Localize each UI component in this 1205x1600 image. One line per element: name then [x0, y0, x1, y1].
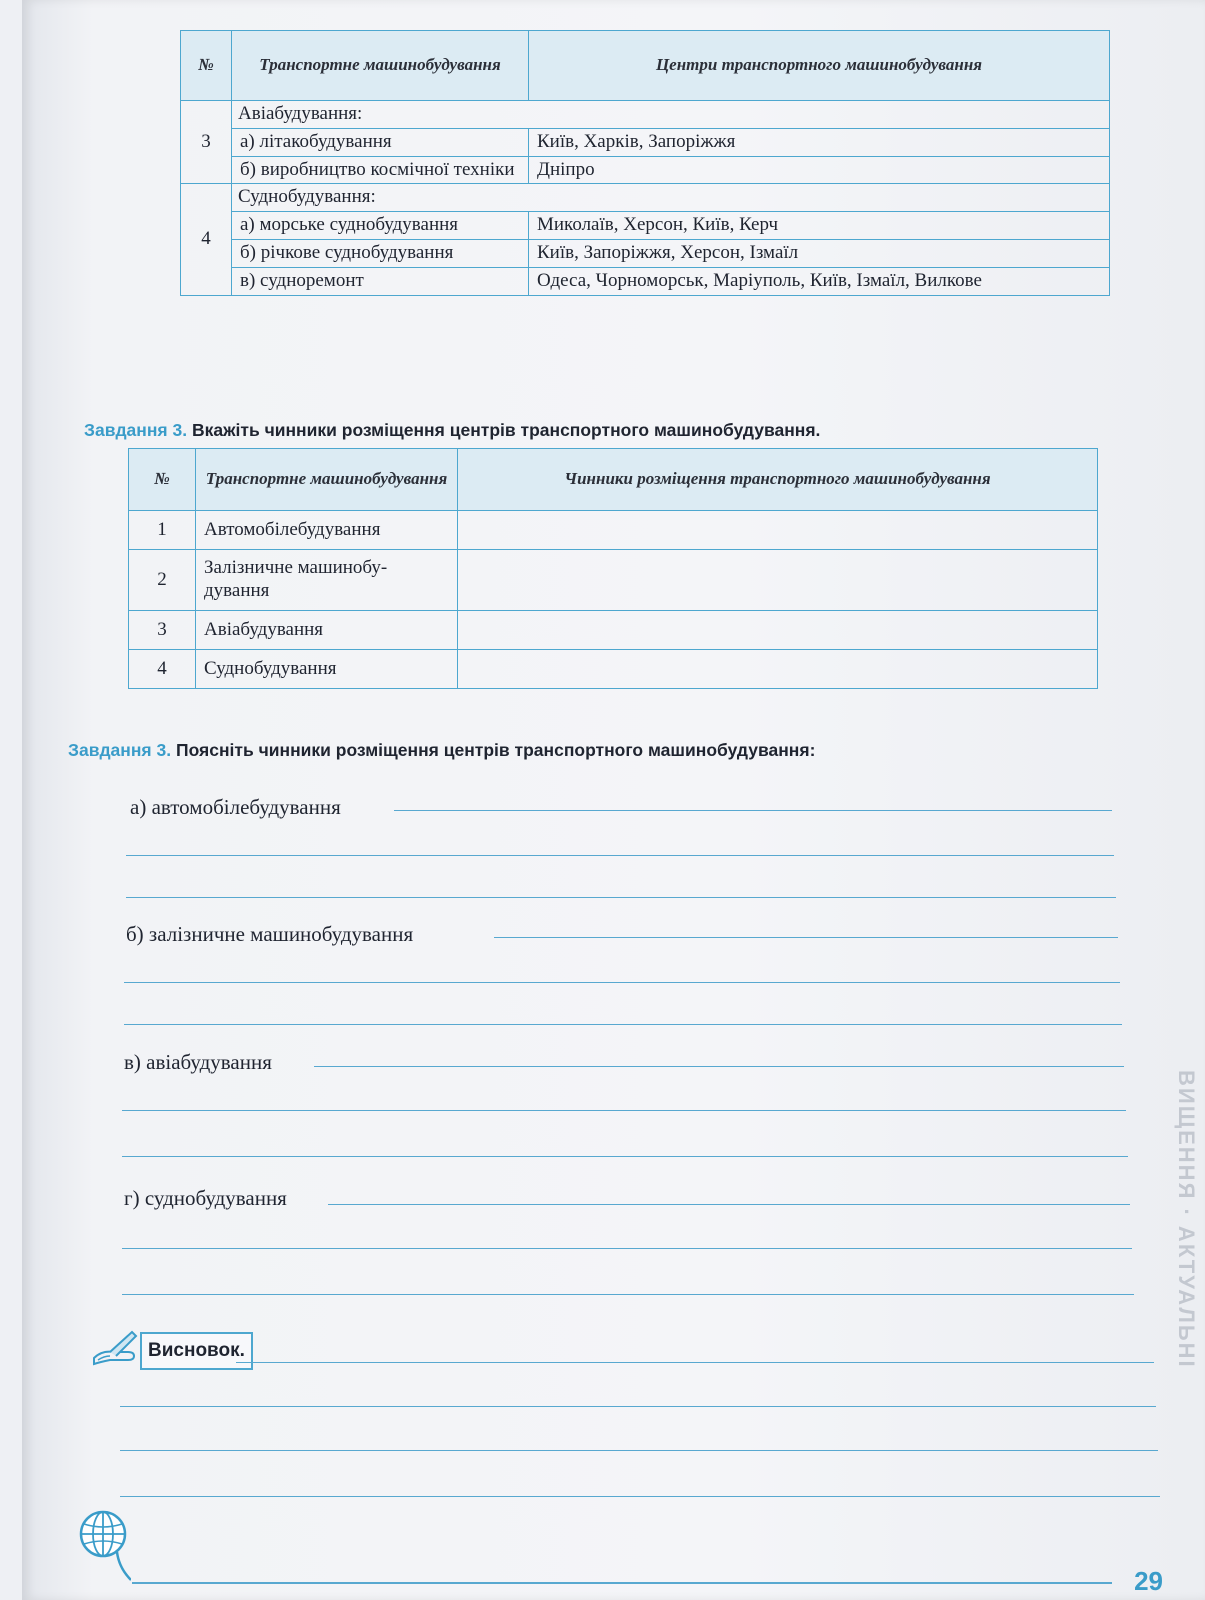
category-cell: Авіабудування: — [232, 101, 1110, 129]
table-row — [181, 267, 1110, 295]
type-cell: а) літакобудування — [232, 128, 529, 156]
type-cell: Залізничне машинобу-дування — [196, 550, 458, 611]
answer-line[interactable] — [328, 1204, 1130, 1205]
type-cell: Автомобілебудування — [196, 511, 458, 550]
col-header-type: Транспортне машинобудування — [232, 31, 529, 101]
row-number: 2 — [129, 550, 196, 611]
centers-cell: Одеса, Чорноморськ, Маріуполь, Київ, Ізмаїл, Вилкове — [529, 267, 1110, 295]
centers-table — [180, 30, 1110, 296]
col-header-no: № — [129, 449, 196, 511]
table-header-row — [129, 449, 1098, 511]
answer-line[interactable] — [124, 1024, 1122, 1025]
type-cell: а) морське суднобудування — [232, 212, 529, 240]
row-number: 3 — [181, 101, 232, 184]
answer-line[interactable] — [122, 1156, 1128, 1157]
answer-line[interactable] — [394, 810, 1112, 811]
col-header-centers: Центри транспортного машинобудування — [529, 31, 1110, 101]
factors-answer-cell[interactable] — [458, 650, 1098, 689]
centers-cell: Київ, Запоріжжя, Херсон, Ізмаїл — [529, 239, 1110, 267]
answer-line[interactable] — [236, 1362, 1154, 1363]
answer-line[interactable] — [122, 1110, 1126, 1111]
pen-hand-icon — [88, 1328, 140, 1373]
factors-table — [128, 448, 1098, 689]
table-header-row — [181, 31, 1110, 101]
table-row — [129, 611, 1098, 650]
task-label: Завдання 3. — [84, 420, 188, 440]
answer-line[interactable] — [120, 1406, 1156, 1407]
answer-line[interactable] — [126, 897, 1116, 898]
globe-icon — [79, 1510, 131, 1595]
centers-cell: Миколаїв, Херсон, Київ, Керч — [529, 212, 1110, 240]
row-number: 4 — [181, 184, 232, 295]
table-row — [181, 101, 1110, 129]
col-header-type: Транспортне машинобудування — [196, 449, 458, 511]
answer-line[interactable] — [120, 1496, 1160, 1497]
factors-answer-cell[interactable] — [458, 511, 1098, 550]
category-cell: Суднобудування: — [232, 184, 1110, 212]
footer-line — [132, 1582, 1112, 1584]
side-watermark: ВИЩЕННЯ · АКТУАЛЬНІ — [1174, 1070, 1199, 1369]
col-header-factors: Чинники розміщення транспортного машинобудування — [458, 449, 1098, 511]
type-cell: Авіабудування — [196, 611, 458, 650]
question-a: а) автомобілебудування — [130, 795, 341, 819]
question-v: в) авіабудування — [124, 1050, 272, 1074]
answer-line[interactable] — [122, 1294, 1134, 1295]
table-row — [181, 239, 1110, 267]
row-number: 4 — [129, 650, 196, 689]
table-row — [129, 511, 1098, 550]
answer-line[interactable] — [120, 1450, 1158, 1451]
task-text: Вкажіть чинники розміщення центрів транспортного машинобудування. — [191, 420, 821, 440]
type-cell: б) виробництво космічної техніки — [232, 156, 529, 184]
task-3-indicate — [84, 420, 820, 441]
question-g: г) суднобудування — [124, 1186, 287, 1210]
answer-line[interactable] — [126, 855, 1114, 856]
row-number: 1 — [129, 511, 196, 550]
question-b: б) залізничне машинобудування — [126, 922, 414, 946]
table-row — [129, 650, 1098, 689]
answer-line[interactable] — [314, 1066, 1124, 1067]
task-text: Поясніть чинники розміщення центрів транспортного машинобудування: — [175, 740, 816, 760]
page-number: 29 — [1134, 1566, 1163, 1596]
workbook-page — [22, 0, 1205, 1600]
row-number: 3 — [129, 611, 196, 650]
type-cell: Суднобудування — [196, 650, 458, 689]
type-cell: б) річкове суднобудування — [232, 239, 529, 267]
answer-line[interactable] — [124, 982, 1120, 983]
answer-line[interactable] — [122, 1248, 1132, 1249]
centers-cell: Київ, Харків, Запоріжжя — [529, 128, 1110, 156]
factors-answer-cell[interactable] — [458, 550, 1098, 611]
table-row — [181, 128, 1110, 156]
task-label: Завдання 3. — [68, 740, 172, 760]
factors-answer-cell[interactable] — [458, 611, 1098, 650]
table-row — [181, 212, 1110, 240]
table-row — [181, 156, 1110, 184]
type-cell: в) судноремонт — [232, 267, 529, 295]
conclusion-label: Висновок. — [140, 1332, 253, 1370]
answer-line[interactable] — [494, 937, 1118, 938]
table-row — [129, 550, 1098, 611]
col-header-no: № — [181, 31, 232, 101]
table-row — [181, 184, 1110, 212]
task-3-explain — [68, 740, 815, 761]
centers-cell: Дніпро — [529, 156, 1110, 184]
